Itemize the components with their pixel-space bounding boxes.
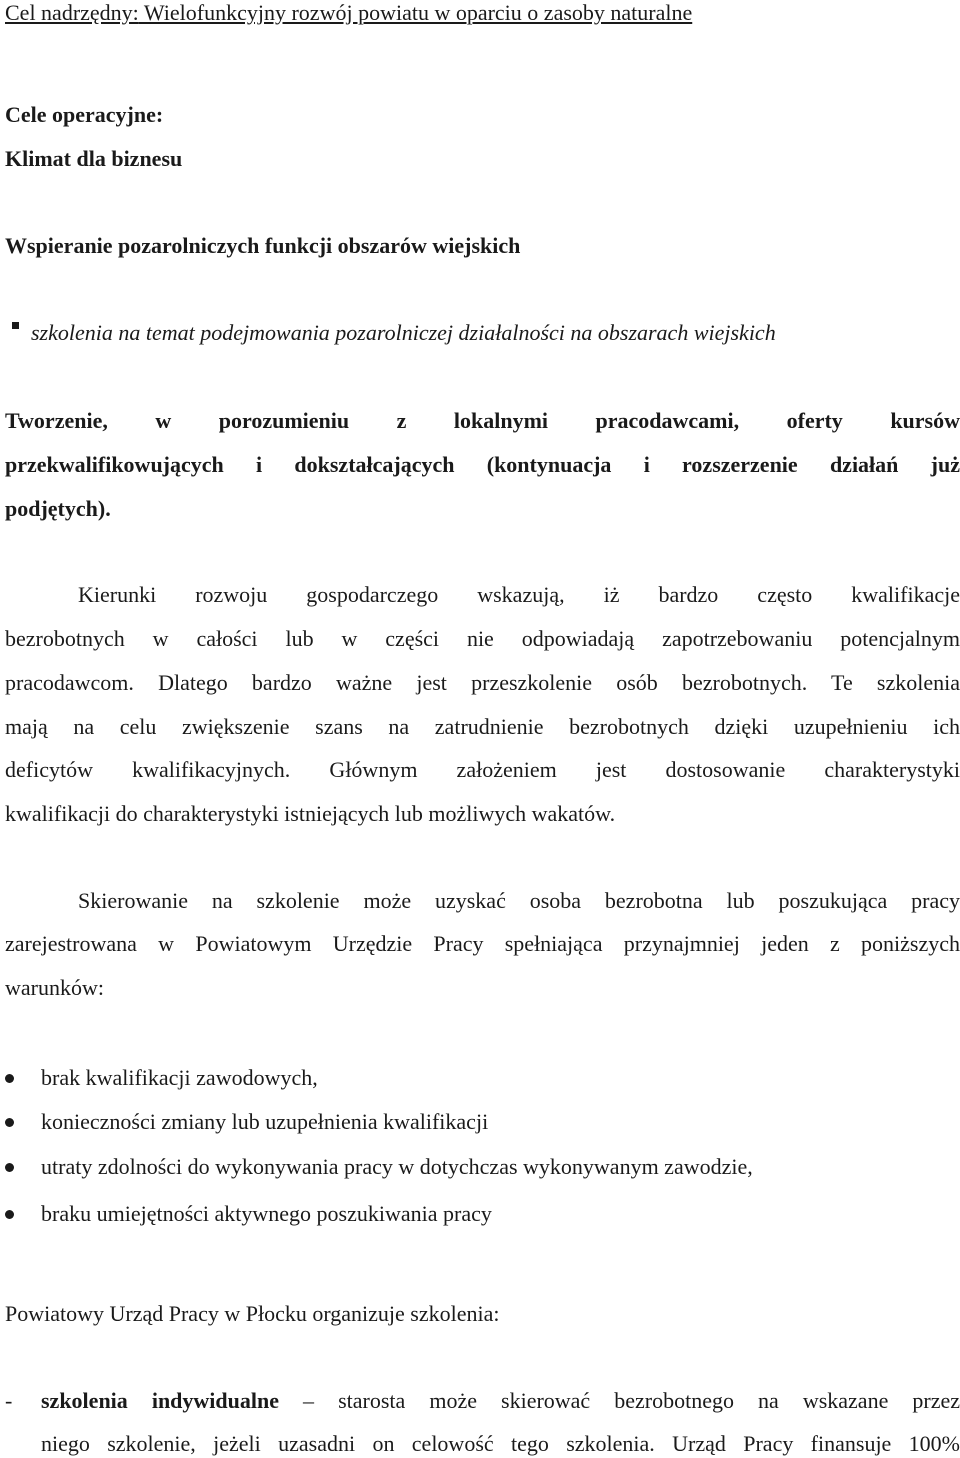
- goal-title: [5, 0, 960, 26]
- condition-item-2: konieczności zmiany lub uzupełnienia kwalifikacji: [41, 1109, 489, 1134]
- operational-heading: Cele operacyjne:: [5, 102, 164, 127]
- para1-line-2: bezrobotnych w całości lub w części nie odpowiadają zapotrzebowaniu potencjalnym: [5, 626, 960, 651]
- para2-line-3: warunków:: [5, 975, 104, 1000]
- para1-line-5: deficytów kwalifikacyjnych. Głównym założeniem jest dostosowanie charakterystyki: [5, 757, 960, 782]
- condition-item-1: brak kwalifikacji zawodowych,: [41, 1065, 318, 1090]
- condition-item-4: braku umiejętności aktywnego poszukiwania pracy: [41, 1201, 492, 1226]
- para1-line-1: Kierunki rozwoju gospodarczego wskazują, iż bardzo często kwalifikacje: [78, 582, 960, 607]
- bullet-dot-icon: [5, 1074, 14, 1083]
- individual-line-2: niego szkolenie, jeżeli uzasadni on celowość tego szkolenia. Urząd Pracy finansuje 100%: [41, 1431, 960, 1456]
- goal-text: Wielofunkcyjny rozwój powiatu w oparciu o zasoby naturalne: [138, 0, 693, 25]
- para2-line-2: zarejestrowana w Powiatowym Urzędzie Pracy spełniająca przynajmniej jeden z poniższych: [5, 931, 960, 956]
- square-bullet-icon: [12, 322, 19, 329]
- individual-line-1: [41, 1388, 960, 1414]
- bullet-training-text: szkolenia na temat podejmowania pozarolniczej działalności na obszarach wiejskich: [31, 320, 776, 345]
- bullet-dot-icon: [5, 1163, 14, 1172]
- para1-line-6: kwalifikacji do charakterystyki istniejących lub możliwych wakatów.: [5, 801, 616, 826]
- individual-bold: szkolenia indywidualne: [41, 1388, 279, 1413]
- support-heading: Wspieranie pozarolniczych funkcji obszarów wiejskich: [5, 233, 521, 258]
- operational-subheading: Klimat dla biznesu: [5, 146, 183, 171]
- goal-label: Cel nadrzędny:: [5, 0, 139, 25]
- creation-line-3: podjętych).: [5, 496, 111, 521]
- para1-line-3: pracodawcom. Dlatego bardzo ważne jest przeszkolenie osób bezrobotnych. Te szkolenia: [5, 670, 960, 695]
- bullet-dot-icon: [5, 1210, 14, 1219]
- creation-line-1: Tworzenie, w porozumieniu z lokalnymi pracodawcami, oferty kursów: [5, 408, 960, 433]
- bullet-dot-icon: [5, 1118, 14, 1127]
- para1-line-4: mają na celu zwiększenie szans na zatrudnienie bezrobotnych dzięki uzupełnieniu ich: [5, 714, 960, 739]
- condition-item-3: utraty zdolności do wykonywania pracy w dotychczas wykonywanym zawodzie,: [41, 1154, 753, 1179]
- office-intro: Powiatowy Urząd Pracy w Płocku organizuje szkolenia:: [5, 1301, 500, 1326]
- individual-rest: – starosta może skierować bezrobotnego na wskazane przez: [279, 1388, 960, 1413]
- creation-line-2: przekwalifikowujących i dokształcających (kontynuacja i rozszerzenie działań już: [5, 452, 960, 477]
- para2-line-1: Skierowanie na szkolenie może uzyskać osoba bezrobotna lub poszukująca pracy: [78, 888, 960, 913]
- dash-marker: -: [5, 1388, 13, 1413]
